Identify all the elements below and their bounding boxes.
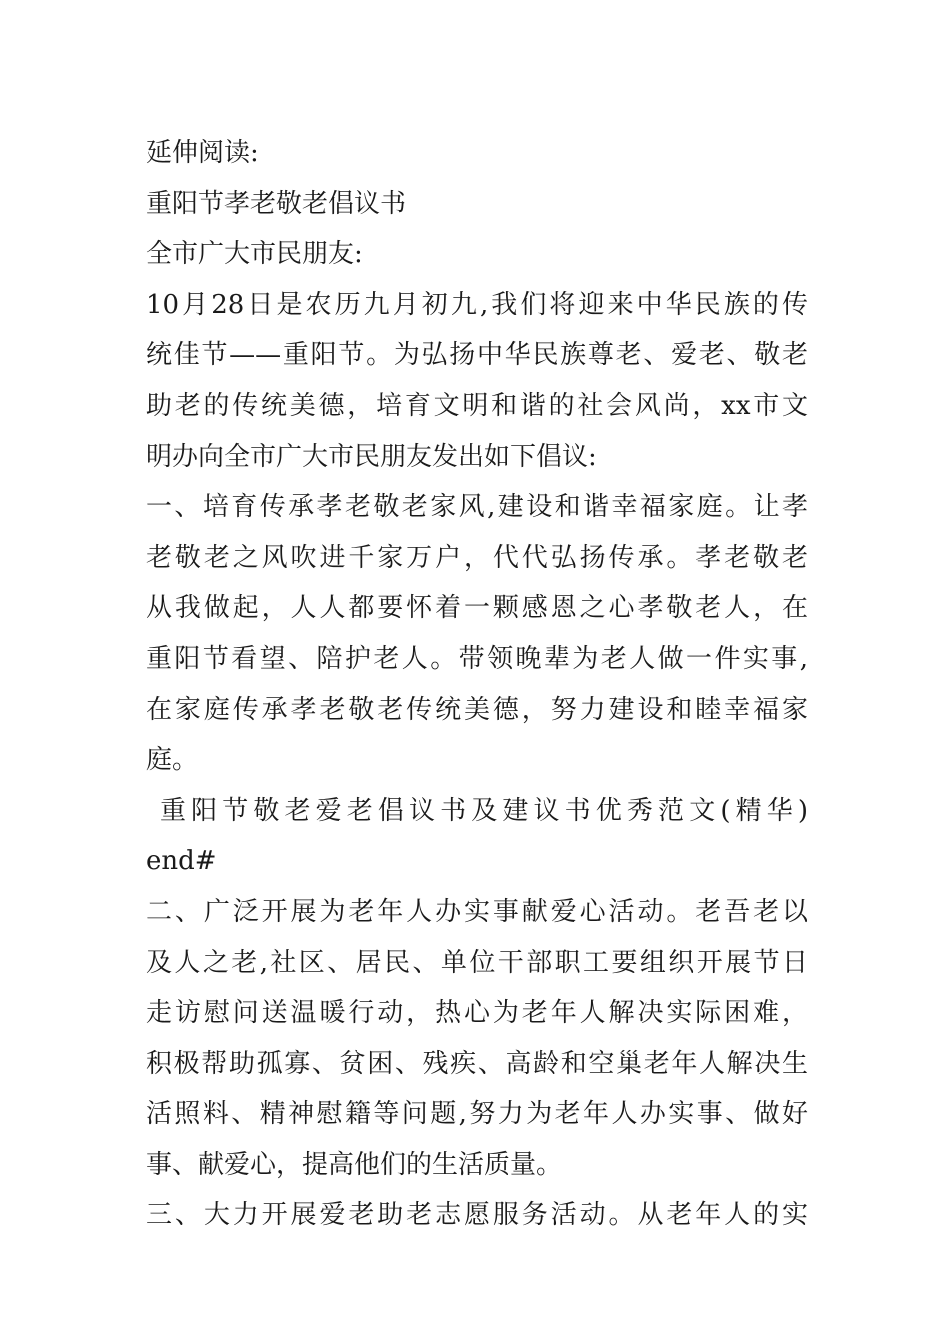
text-line: 及人之老,社区、居民、单位干部职工要组织开展节日 <box>146 947 808 978</box>
text-line: 统佳节——重阳节。为弘扬中华民族尊老、爱老、敬老 <box>146 340 808 371</box>
text-line: 老敬老之风吹进千家万户，代代弘扬传承。孝老敬老 <box>146 542 808 573</box>
text-line: 在家庭传承孝老敬老传统美德，努力建设和睦幸福家 <box>146 694 808 725</box>
text-line: 活照料、精神慰籍等问题,努力为老年人办实事、做好 <box>146 1099 808 1130</box>
text-line: 重阳节敬老爱老倡议书及建议书优秀范文(精华) <box>160 795 808 826</box>
text-line: 事、献爱心，提高他们的生活质量。 <box>146 1149 563 1180</box>
text-line: 明办向全市广大市民朋友发出如下倡议: <box>146 441 597 472</box>
text-line: 积极帮助孤寡、贫困、残疾、高龄和空巢老年人解决生 <box>146 1048 808 1079</box>
text-line: 延伸阅读: <box>146 138 259 168</box>
text-line: 三、大力开展爱老助老志愿服务活动。从老年人的实 <box>146 1200 808 1231</box>
text-line: 全市广大市民朋友: <box>146 239 363 270</box>
text-line: 庭。 <box>146 745 199 776</box>
text-line: 从我做起，人人都要怀着一颗感恩之心孝敬老人，在 <box>146 593 808 624</box>
text-line: 二、广泛开展为老年人办实事献爱心活动。老吾老以 <box>146 896 808 927</box>
text-line: end# <box>146 846 217 877</box>
document-page <box>146 128 808 1241</box>
text-line: 重阳节孝老敬老倡议书 <box>146 188 407 219</box>
text-line: 走访慰问送温暖行动，热心为老年人解决实际困难， <box>146 998 808 1029</box>
text-line: 10月28日是农历九月初九,我们将迎来中华民族的传 <box>146 289 808 320</box>
text-line: 一、培育传承孝老敬老家风,建设和谐幸福家庭。让孝 <box>146 492 808 523</box>
text-line: 重阳节看望、陪护老人。带领晚辈为老人做一件实事, <box>146 643 808 674</box>
text-line: 助老的传统美德，培育文明和谐的社会风尚，xx市文 <box>146 390 808 421</box>
